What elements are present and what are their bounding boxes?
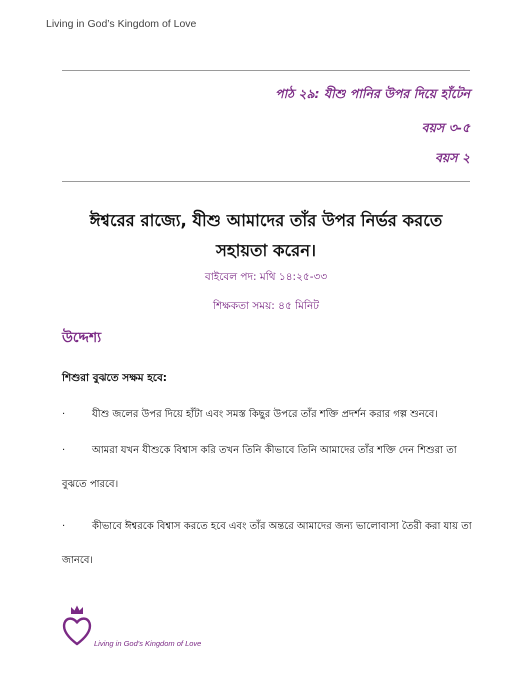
bullet-text: যীশু জলের উপর দিয়ে হাঁটা এবং সমস্ত কিছুর উপরে তাঁর শক্তি প্রদর্শন করার গল্প শুনবে। <box>92 409 438 420</box>
bottom-divider <box>62 181 470 182</box>
children-able-subheading: শিশুরা বুঝতে সক্ষম হবে: <box>62 372 167 384</box>
crown-heart-logo-icon <box>62 604 92 648</box>
bullet-text: কীভাবে ঈশ্বরকে বিশ্বাস করতে হবে এবং তাঁর অন্তরে আমাদের জন্য ভালোবাসা তৈরী করা যায় তা <box>92 521 472 532</box>
objective-bullet-item <box>62 510 474 578</box>
teaching-time: শিক্ষকতা সময়: ৪৫ মিনিট <box>213 300 319 312</box>
bullet-text: আমরা যখন যীশুকে বিশ্বাস করি তখন তিনি কীভাবে তিনি আমাদের তাঁর শক্তি দেন শিশুরা তা <box>92 445 457 456</box>
objective-bullet-item <box>62 398 474 432</box>
bullet-marker: · <box>62 445 66 456</box>
bullet-text-continuation: বুঝতে পারবে। <box>62 479 119 490</box>
main-heading: ঈশ্বরের রাজ্যে, যীশু আমাদের তাঁর উপর নির্ভর করতে সহায়তা করেন। <box>89 211 443 260</box>
age-range-primary: বয়স ৩-৫ <box>421 120 470 135</box>
bullet-text-continuation: জানবে। <box>62 555 93 566</box>
bullet-marker: · <box>62 409 66 420</box>
bullet-marker: · <box>62 521 66 532</box>
age-range-secondary: বয়স ২ <box>434 150 470 165</box>
header-brand-text: Living in God’s Kingdom of Love <box>46 18 197 30</box>
objective-bullet-item <box>62 434 474 502</box>
objective-section-title: উদ্দেশ্য <box>62 330 102 346</box>
top-divider <box>62 70 470 71</box>
footer-brand-text: Living in God's Kingdom of Love <box>94 639 202 648</box>
lesson-title: পাঠ ২৯: যীশু পানির উপর দিয়ে হাঁটেন <box>275 86 470 101</box>
bible-passage: বাইবেল পদ: মথি ১৪:২৫-৩৩ <box>204 271 328 283</box>
